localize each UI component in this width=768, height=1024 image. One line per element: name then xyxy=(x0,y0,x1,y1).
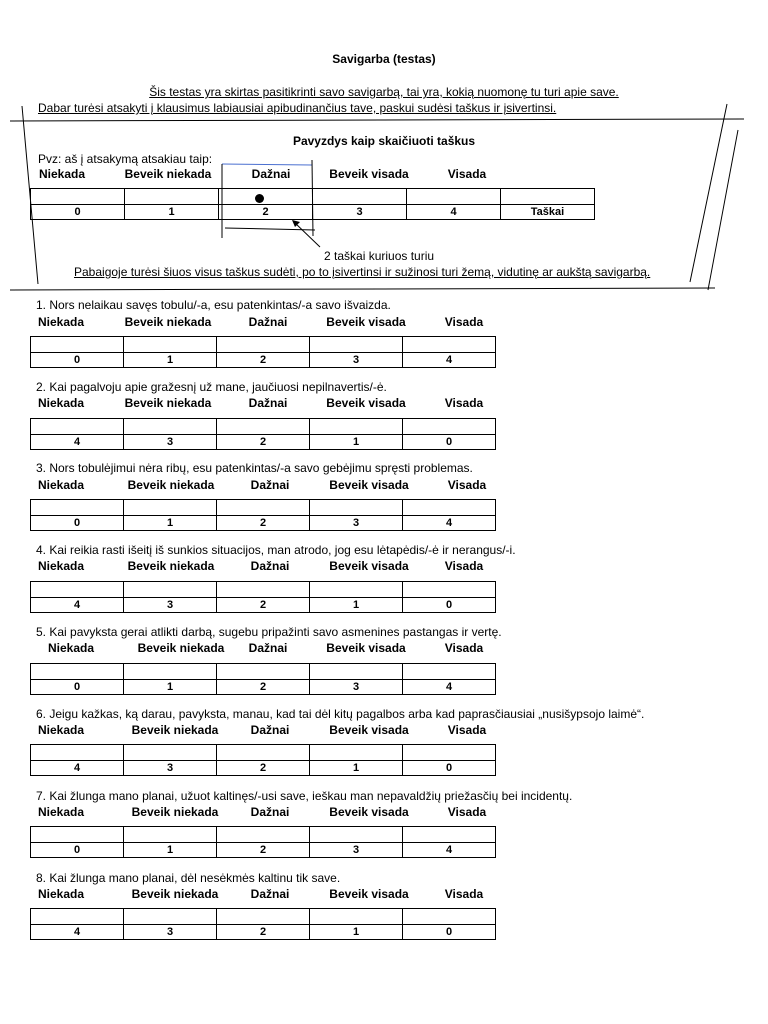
answer-value: 4 xyxy=(403,516,496,531)
question-header-row xyxy=(0,887,768,903)
answer-cell[interactable] xyxy=(31,745,124,761)
answer-cell[interactable] xyxy=(31,582,124,598)
answer-header: Niekada xyxy=(37,478,85,492)
question-header-row xyxy=(0,641,768,657)
answer-value: 0 xyxy=(31,353,124,368)
answer-value: 0 xyxy=(31,843,124,858)
answer-value: 1 xyxy=(310,925,403,940)
answer-value: 2 xyxy=(217,353,310,368)
answer-value: 1 xyxy=(124,680,217,695)
answer-value: 0 xyxy=(403,435,496,450)
answer-cell[interactable] xyxy=(403,337,496,353)
answer-value: 1 xyxy=(124,516,217,531)
example-answer-cell[interactable] xyxy=(31,189,125,205)
answer-cell[interactable] xyxy=(31,909,124,925)
example-answer-cell-selected[interactable] xyxy=(219,189,313,205)
answer-value: 0 xyxy=(403,925,496,940)
intro-line-1: Šis testas yra skirtas pasitikrinti savo savigarbą, tai yra, kokią nuomonę tu turi apie save. xyxy=(149,85,619,99)
answer-value: 1 xyxy=(310,761,403,776)
answer-table xyxy=(30,663,496,695)
answer-cell[interactable] xyxy=(124,419,217,435)
answer-cell[interactable] xyxy=(310,582,403,598)
answer-cell[interactable] xyxy=(310,500,403,516)
example-footer: Pabaigoje turėsi šiuos visus taškus sudėti, po to įsivertinsi ir sužinosi turi žemą, vidutinę ar aukštą savigarbą. xyxy=(74,265,651,279)
answer-cell[interactable] xyxy=(217,664,310,680)
answer-table xyxy=(30,581,496,613)
answer-header: Visada xyxy=(444,315,484,329)
question-text: 2. Kai pagalvoju apie gražesnį už mane, jaučiuosi nepilnavertis/-ė. xyxy=(36,380,387,394)
answer-cell[interactable] xyxy=(124,909,217,925)
answer-cell[interactable] xyxy=(403,419,496,435)
answer-value: 2 xyxy=(217,925,310,940)
answer-cell[interactable] xyxy=(217,419,310,435)
answer-cell[interactable] xyxy=(310,745,403,761)
answer-header: Beveik visada xyxy=(329,478,409,492)
question-header-row xyxy=(0,315,768,331)
answer-header: Visada xyxy=(447,478,487,492)
answer-header: Beveik niekada xyxy=(131,805,219,819)
answer-cell[interactable] xyxy=(31,337,124,353)
answer-cell[interactable] xyxy=(310,664,403,680)
answer-header: Beveik niekada xyxy=(137,641,225,655)
answer-header: Beveik niekada xyxy=(131,723,219,737)
example-header: Beveik visada xyxy=(329,167,409,181)
answer-value: 2 xyxy=(217,598,310,613)
answer-value: 4 xyxy=(403,353,496,368)
answer-header: Dažnai xyxy=(248,641,288,655)
example-header: Niekada xyxy=(38,167,86,181)
answer-header: Beveik visada xyxy=(326,315,406,329)
answer-value: 0 xyxy=(31,516,124,531)
answer-value: 2 xyxy=(217,761,310,776)
answer-value: 3 xyxy=(310,516,403,531)
answer-cell[interactable] xyxy=(403,664,496,680)
example-value: 2 xyxy=(219,205,313,220)
answer-header: Dažnai xyxy=(250,805,290,819)
answer-value: 1 xyxy=(310,435,403,450)
answer-header: Dažnai xyxy=(248,315,288,329)
answer-cell[interactable] xyxy=(403,745,496,761)
example-title: Pavyzdys kaip skaičiuoti taškus xyxy=(292,134,476,148)
answer-table xyxy=(30,336,496,368)
answer-value: 3 xyxy=(124,598,217,613)
answer-value: 3 xyxy=(310,843,403,858)
example-header: Dažnai xyxy=(251,167,291,181)
answer-value: 0 xyxy=(403,761,496,776)
answer-cell[interactable] xyxy=(217,337,310,353)
answer-cell[interactable] xyxy=(310,909,403,925)
answer-header: Niekada xyxy=(37,559,85,573)
answer-value: 2 xyxy=(217,435,310,450)
answer-header: Dažnai xyxy=(248,396,288,410)
answer-header: Niekada xyxy=(37,805,85,819)
answer-header: Beveik niekada xyxy=(131,887,219,901)
answer-value: 1 xyxy=(124,843,217,858)
answer-header: Dažnai xyxy=(250,723,290,737)
answer-header: Niekada xyxy=(37,396,85,410)
example-header-row xyxy=(0,167,768,183)
answer-header: Niekada xyxy=(37,315,85,329)
example-points-label: Taškai xyxy=(501,205,595,220)
answer-cell[interactable] xyxy=(310,827,403,843)
answer-value: 4 xyxy=(31,435,124,450)
answer-header: Beveik visada xyxy=(329,805,409,819)
answer-cell[interactable] xyxy=(124,745,217,761)
answer-value: 3 xyxy=(124,435,217,450)
answer-header: Beveik niekada xyxy=(127,559,215,573)
answer-cell[interactable] xyxy=(403,582,496,598)
answer-header: Visada xyxy=(444,396,484,410)
answer-cell[interactable] xyxy=(310,337,403,353)
answer-cell[interactable] xyxy=(124,664,217,680)
answer-header: Visada xyxy=(447,723,487,737)
answer-header: Dažnai xyxy=(250,887,290,901)
answer-cell[interactable] xyxy=(217,582,310,598)
answer-header: Beveik niekada xyxy=(124,315,212,329)
answer-cell[interactable] xyxy=(124,337,217,353)
answer-header: Niekada xyxy=(47,641,95,655)
answer-header: Beveik visada xyxy=(326,641,406,655)
question-text: 4. Kai reikia rasti išeitį iš sunkios situacijos, man atrodo, jog esu lėtapėdis/-ė ir nerangus/-i. xyxy=(36,543,516,557)
answer-header: Visada xyxy=(444,887,484,901)
example-answer-table xyxy=(30,188,595,220)
answer-cell[interactable] xyxy=(217,745,310,761)
example-answer-cell[interactable] xyxy=(125,189,219,205)
answer-header: Beveik niekada xyxy=(124,396,212,410)
example-note: 2 taškai kuriuos turiu xyxy=(324,249,435,263)
answer-header: Beveik visada xyxy=(329,723,409,737)
answer-cell[interactable] xyxy=(310,419,403,435)
selected-dot-icon xyxy=(255,194,264,203)
answer-value: 4 xyxy=(403,680,496,695)
answer-value: 0 xyxy=(31,680,124,695)
answer-cell[interactable] xyxy=(403,500,496,516)
answer-header: Dažnai xyxy=(250,478,290,492)
question-text: 1. Nors nelaikau savęs tobulu/-a, esu patenkintas/-a savo išvaizda. xyxy=(36,298,391,312)
example-value: 1 xyxy=(125,205,219,220)
answer-table xyxy=(30,418,496,450)
answer-value: 3 xyxy=(310,353,403,368)
answer-cell[interactable] xyxy=(31,827,124,843)
answer-header: Visada xyxy=(447,805,487,819)
answer-value: 0 xyxy=(403,598,496,613)
example-value: 3 xyxy=(313,205,407,220)
answer-header: Beveik niekada xyxy=(127,478,215,492)
example-answer-cell[interactable] xyxy=(501,189,595,205)
example-pvz: Pvz: aš į atsakymą atsakiau taip: xyxy=(38,152,213,166)
answer-value: 4 xyxy=(31,598,124,613)
answer-value: 4 xyxy=(31,761,124,776)
answer-value: 3 xyxy=(124,761,217,776)
answer-cell[interactable] xyxy=(217,909,310,925)
question-header-row xyxy=(0,396,768,412)
example-header: Beveik niekada xyxy=(124,167,212,181)
question-header-row xyxy=(0,559,768,575)
example-answer-cell[interactable] xyxy=(407,189,501,205)
question-text: 7. Kai žlunga mano planai, užuot kaltinęs/-usi save, ieškau man nepavaldžių priežasčių bei incidentų. xyxy=(36,789,573,803)
answer-header: Beveik visada xyxy=(329,887,409,901)
answer-cell[interactable] xyxy=(217,500,310,516)
answer-header: Niekada xyxy=(37,887,85,901)
answer-header: Beveik visada xyxy=(326,396,406,410)
answer-value: 4 xyxy=(403,843,496,858)
answer-value: 1 xyxy=(310,598,403,613)
answer-cell[interactable] xyxy=(124,827,217,843)
question-text: 8. Kai žlunga mano planai, dėl nesėkmės kaltinu tik save. xyxy=(36,871,341,885)
page-title: Savigarba (testas) xyxy=(332,52,436,66)
answer-value: 2 xyxy=(217,680,310,695)
question-text: 5. Kai pavyksta gerai atlikti darbą, sugebu pripažinti savo asmenines pastangas ir vertę. xyxy=(36,625,502,639)
intro-line-2: Dabar turėsi atsakyti į klausimus labiausiai apibudinančius tave, paskui sudėsi taškus ir įsivertinsi. xyxy=(38,101,557,115)
answer-table xyxy=(30,744,496,776)
answer-cell[interactable] xyxy=(31,664,124,680)
answer-table xyxy=(30,908,496,940)
answer-header: Dažnai xyxy=(250,559,290,573)
answer-cell[interactable] xyxy=(124,582,217,598)
answer-header: Niekada xyxy=(37,723,85,737)
answer-header: Visada xyxy=(444,559,484,573)
example-value: 4 xyxy=(407,205,501,220)
answer-value: 3 xyxy=(124,925,217,940)
answer-table xyxy=(30,499,496,531)
answer-cell[interactable] xyxy=(31,419,124,435)
answer-value: 2 xyxy=(217,843,310,858)
example-value: 0 xyxy=(31,205,125,220)
answer-cell[interactable] xyxy=(31,500,124,516)
question-header-row xyxy=(0,478,768,494)
example-header: Visada xyxy=(447,167,487,181)
answer-cell[interactable] xyxy=(403,827,496,843)
answer-cell[interactable] xyxy=(403,909,496,925)
question-text: 6. Jeigu kažkas, ką darau, pavyksta, manau, kad tai dėl kitų pagalbos arba kad paprasčiausiai „nusišypsojo laimė“. xyxy=(36,707,645,721)
answer-value: 2 xyxy=(217,516,310,531)
answer-header: Visada xyxy=(444,641,484,655)
answer-cell[interactable] xyxy=(217,827,310,843)
question-header-row xyxy=(0,723,768,739)
example-answer-cell[interactable] xyxy=(313,189,407,205)
question-text: 3. Nors tobulėjimui nėra ribų, esu patenkintas/-a savo gebėjimu spręsti problemas. xyxy=(36,461,473,475)
answer-cell[interactable] xyxy=(124,500,217,516)
question-header-row xyxy=(0,805,768,821)
answer-value: 4 xyxy=(31,925,124,940)
answer-value: 3 xyxy=(310,680,403,695)
answer-table xyxy=(30,826,496,858)
answer-value: 1 xyxy=(124,353,217,368)
answer-header: Beveik visada xyxy=(329,559,409,573)
